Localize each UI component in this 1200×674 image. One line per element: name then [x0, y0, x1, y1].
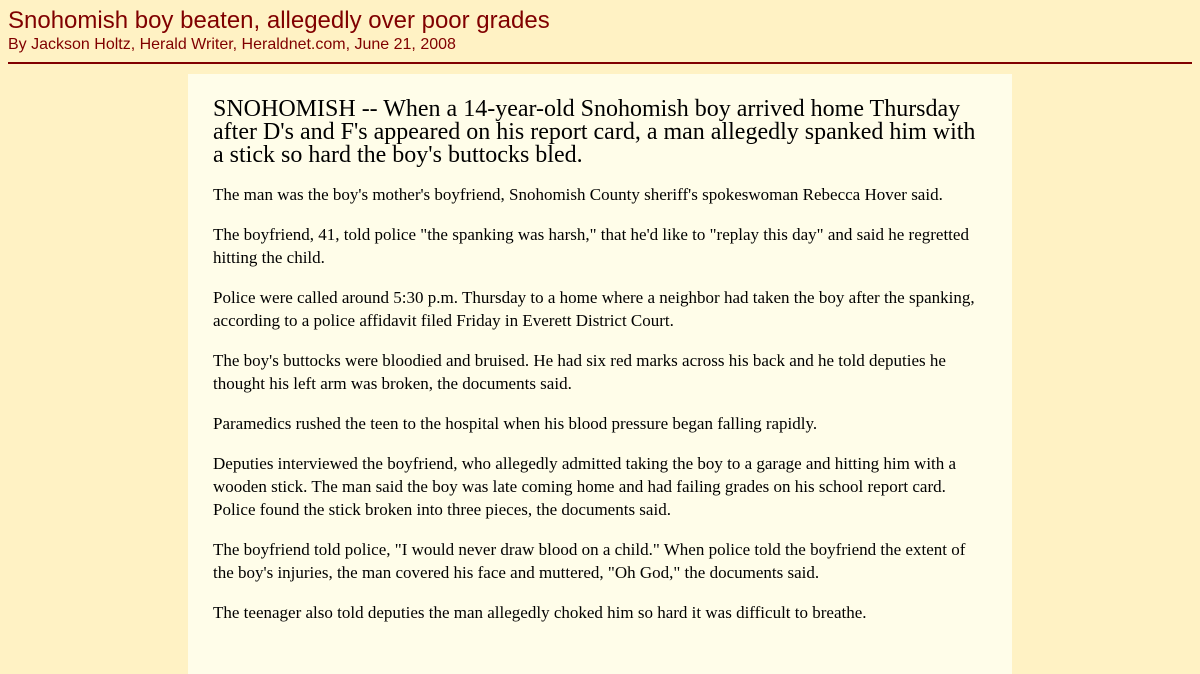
article-paragraph: The boyfriend told police, "I would never draw blood on a child." When police told the boyfriend the extent of the boy's injuries, the man covered his face and muttered, "Oh God," the documents said.: [213, 540, 966, 582]
article-body: [188, 74, 1012, 674]
headline: Snohomish boy beaten, allegedly over poor grades: [8, 7, 550, 34]
article-paragraph: The teenager also told deputies the man allegedly choked him so hard it was difficult to breathe.: [213, 603, 867, 622]
article-paragraph: Deputies interviewed the boyfriend, who allegedly admitted taking the boy to a garage and hitting him with a wooden stick. The man said the boy was late coming home and had failing grades on his school report card. Police found the stick broken into three pieces, the documents said.: [213, 454, 957, 519]
header-divider: [8, 62, 1192, 64]
byline: By Jackson Holtz, Herald Writer, Heraldnet.com, June 21, 2008: [8, 36, 456, 53]
article-paragraph: Police were called around 5:30 p.m. Thursday to a home where a neighbor had taken the boy after the spanking, according to a police affidavit filed Friday in Everett District Court.: [213, 288, 975, 330]
article-paragraph: The boy's buttocks were bloodied and bruised. He had six red marks across his back and he told deputies he thought his left arm was broken, the documents said.: [213, 351, 946, 393]
article-paragraph: The boyfriend, 41, told police "the spanking was harsh," that he'd like to "replay this day" and said he regretted hitting the child.: [213, 225, 969, 267]
article-header: [8, 6, 1192, 54]
article-paragraph: The man was the boy's mother's boyfriend, Snohomish County sheriff's spokeswoman Rebecca Hover said.: [213, 185, 943, 204]
article-lede: SNOHOMISH -- When a 14-year-old Snohomish boy arrived home Thursday after D's and F's appeared on his report card, a man allegedly spanked him with a stick so hard the boy's buttocks bled.: [213, 96, 976, 168]
article-paragraph: Paramedics rushed the teen to the hospital when his blood pressure began falling rapidly.: [213, 414, 818, 433]
